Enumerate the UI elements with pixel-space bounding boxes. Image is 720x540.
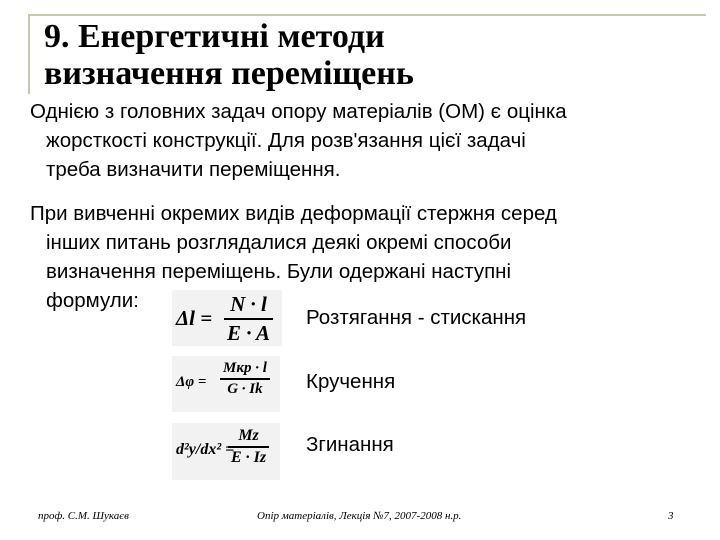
formula-bending <box>172 423 280 480</box>
formula-numerator: Mкр · l <box>220 360 270 380</box>
footer-course: Опір матеріалів, Лекція №7, 2007-2008 н.р. <box>257 510 462 522</box>
footer-page-number: 3 <box>668 510 674 522</box>
formula-fraction <box>224 292 273 346</box>
paragraph-formulas-intro <box>30 199 678 315</box>
formula-label-torsion: Кручення <box>306 370 396 393</box>
paragraph-line: При вивченні окремих видів деформації стержня серед <box>30 202 557 225</box>
formula-fraction <box>220 360 270 398</box>
formula-lhs: Δφ = <box>176 374 207 390</box>
formula-numerator: N · l <box>224 292 273 320</box>
formula-label-tension: Розтягання - стискання <box>306 306 527 329</box>
paragraph-line: визначення переміщень. Були одержані наступні <box>46 260 512 283</box>
paragraph-line: Однією з головних задач опору матеріалів (ОМ) є оцінка <box>30 100 567 123</box>
formula-tension <box>172 290 282 346</box>
footer-author: проф. С.М. Шукаєв <box>38 510 129 522</box>
title-frame-vertical <box>28 14 30 94</box>
formula-denominator: E · Iz <box>231 449 267 466</box>
formula-denominator: E · A <box>227 321 270 345</box>
formula-numerator: Mz <box>228 427 269 448</box>
paragraph-line: треба визначити переміщення. <box>46 158 341 181</box>
formula-torsion <box>172 356 280 412</box>
formula-fraction <box>228 427 269 467</box>
paragraph-intro <box>30 97 678 184</box>
paragraph-line: формули: <box>46 289 139 312</box>
paragraph-line: інших питань розглядалися деякі окремі способи <box>46 231 512 254</box>
formula-lhs: Δl = <box>176 306 213 330</box>
paragraph-line: жорсткості конструкції. Для розв'язання цієї задачі <box>46 129 526 152</box>
title-frame-horizontal <box>28 14 706 16</box>
formula-denominator: G · Ik <box>227 381 263 397</box>
slide-title: 9. Енергетичні методи визначення переміщень <box>44 18 414 92</box>
formula-label-bending: Згинання <box>306 433 394 456</box>
formula-lhs: d²y/dx² = <box>176 441 235 458</box>
